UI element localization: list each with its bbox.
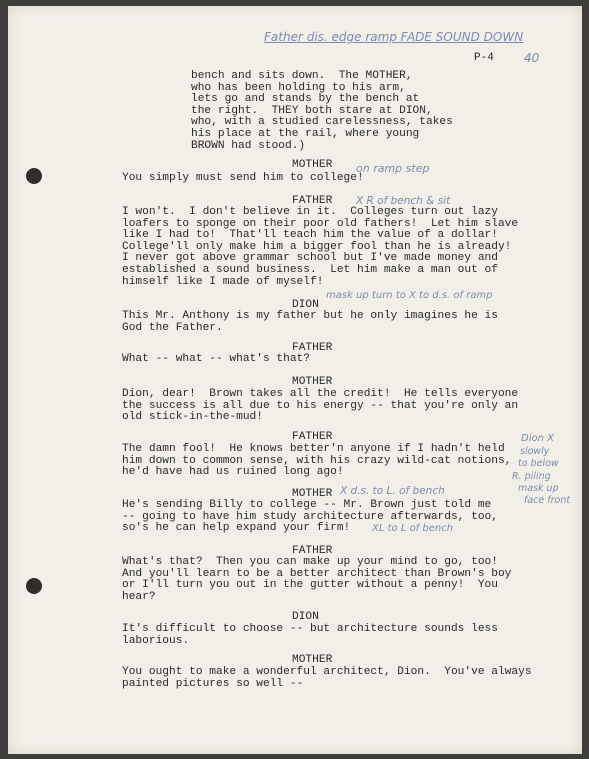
dialogue	[122, 667, 532, 690]
margin-note: to below	[518, 458, 559, 469]
dialogue-line: -- going to have him study architecture afterwards, too,	[122, 510, 498, 523]
speaker-name: DION	[292, 299, 319, 311]
stage-direction-line: lets go and stands by the bench at	[191, 93, 420, 106]
margin-note: XL to L of bench	[372, 523, 454, 534]
stage-direction-line: bench and sits down. The MOTHER,	[191, 70, 413, 82]
stage-direction-line: his place at the rail, where young	[191, 127, 420, 140]
dialogue-line: God the Father.	[122, 321, 223, 334]
dialogue	[122, 354, 310, 366]
margin-note: slowly	[520, 446, 550, 457]
dialogue-line: painted pictures so well --	[122, 677, 304, 690]
speaker-name: MOTHER	[292, 159, 333, 171]
speaker-name: MOTHER	[292, 376, 333, 388]
dialogue-line: the success is all due to his energy -- that you're only an	[122, 399, 519, 412]
stage-direction-line: the right. THEY both stare at DION,	[191, 104, 433, 117]
dialogue-line: You ought to make a wonderful architect, Dion. You've always	[122, 666, 532, 678]
dialogue-line: What -- what -- what's that?	[122, 353, 310, 365]
script-page	[8, 6, 582, 754]
stage-direction-line: BROWN had stood.)	[191, 139, 306, 152]
margin-note: face front	[524, 495, 571, 506]
header-note: Father dis. edge ramp FADE SOUND DOWN	[264, 30, 524, 44]
dialogue-line: established a sound business. Let him make a man out of	[122, 263, 498, 276]
blocking-note: mask up turn to X to d.s. of ramp	[326, 290, 493, 301]
page-number-hand: 40	[524, 51, 540, 65]
stage-direction-line: who, with a studied carelessness, takes	[191, 116, 453, 129]
punch-hole-bottom	[26, 578, 42, 594]
speaker-name: FATHER	[292, 195, 333, 207]
dialogue-line: You simply must send him to college!	[122, 172, 364, 184]
dialogue-line: so's he can help expand your firm!	[122, 522, 351, 535]
dialogue-line: He's sending Billy to college -- Mr. Brown just told me	[122, 499, 492, 511]
dialogue	[122, 444, 511, 479]
margin-note: Dion X	[521, 433, 554, 444]
margin-note: mask up	[518, 483, 559, 494]
blocking-note: X R of bench & sit	[356, 195, 451, 207]
speaker-name: DION	[292, 611, 319, 623]
dialogue	[122, 624, 498, 647]
punch-hole-top	[26, 168, 42, 184]
dialogue-line: he'd have had us ruined long ago!	[122, 466, 344, 479]
speaker-name: FATHER	[292, 545, 333, 557]
dialogue-line: The damn fool! He knows better'n anyone if I hadn't held	[122, 443, 505, 455]
speaker-name: MOTHER	[292, 488, 333, 500]
dialogue-line: I never got above grammar school but I've made money and	[122, 252, 498, 265]
dialogue	[122, 311, 498, 334]
speaker-name: FATHER	[292, 342, 333, 354]
dialogue-line: This Mr. Anthony is my father but he only imagines he is	[122, 310, 498, 322]
dialogue-line: And you'll learn to be a better architect than Brown's boy	[122, 567, 512, 580]
dialogue-line: laborious.	[122, 634, 190, 647]
dialogue	[122, 173, 364, 185]
page-number: P-4	[474, 52, 494, 64]
speaker-name: FATHER	[292, 431, 333, 443]
dialogue-line: himself like I made of myself!	[122, 275, 324, 288]
dialogue-line: I won't. I don't believe in it. Colleges turn out lazy	[122, 206, 498, 218]
dialogue-line: College'll only make him a bigger fool than he is already!	[122, 240, 512, 253]
dialogue-line: him down to common sense, with his crazy wild-cat notions,	[122, 454, 512, 467]
dialogue	[122, 389, 518, 424]
blocking-note: on ramp step	[356, 162, 430, 175]
dialogue-line: Dion, dear! Brown takes all the credit! He tells everyone	[122, 388, 519, 400]
dialogue-line: It's difficult to choose -- but architecture sounds less	[122, 623, 498, 635]
blocking-note: X d.s. to L. of bench	[340, 485, 445, 497]
dialogue-line: What's that? Then you can make up your mind to go, too!	[122, 556, 498, 568]
dialogue	[122, 207, 518, 288]
dialogue-line: like I had to! That'll teach him the value of a dollar!	[122, 229, 498, 242]
stage-direction-line: who has been holding to his arm,	[191, 81, 406, 94]
dialogue-line: hear?	[122, 590, 156, 603]
dialogue	[122, 557, 511, 603]
dialogue-line: or I'll turn you out in the gutter without a penny! You	[122, 579, 498, 592]
dialogue-line: old stick-in-the-mud!	[122, 411, 263, 424]
stage-direction	[191, 71, 453, 152]
speaker-name: MOTHER	[292, 654, 333, 666]
dialogue-line: loafers to sponge on their poor old fathers! Let him slave	[122, 217, 519, 230]
margin-note: R. piling	[512, 471, 551, 482]
